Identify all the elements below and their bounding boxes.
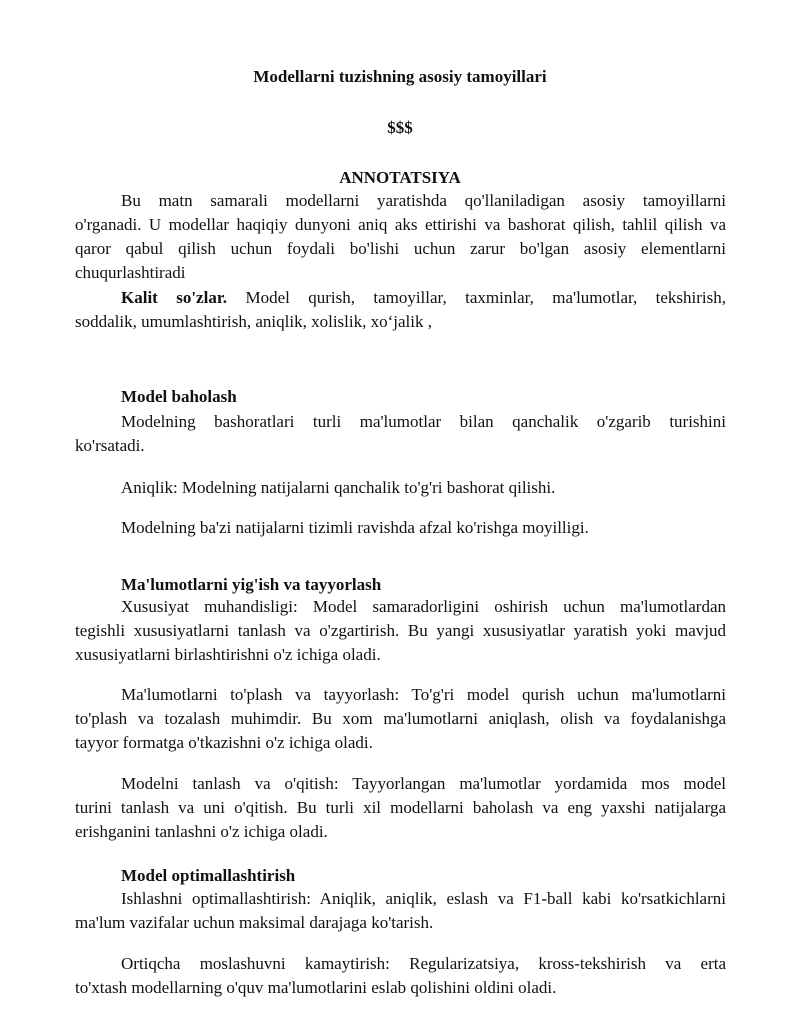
optimization-paragraph-1 xyxy=(75,887,726,935)
placeholder-symbol: $$$ xyxy=(387,118,413,137)
evaluation-paragraph-1 xyxy=(75,410,726,458)
keywords-label: Kalit so'zlar. xyxy=(121,288,228,307)
annotation-line: Bu matn samarali modellarni yaratishda qo'llaniladigan asosiy tamoyillarni xyxy=(121,191,726,210)
optimization-paragraph-2 xyxy=(75,952,726,1000)
paragraph-line: Aniqlik: Modelning natijalarni qanchalik to'g'ri bashorat qilishi. xyxy=(121,478,556,497)
data-prep-paragraph-2 xyxy=(75,683,726,755)
document-title: Modellarni tuzishning asosiy tamoyillari xyxy=(253,67,547,86)
annotation-heading: ANNOTATSIYA xyxy=(339,168,461,187)
keywords-line xyxy=(75,286,726,310)
data-prep-paragraph-1 xyxy=(75,595,726,667)
paragraph-line: tegishli xususiyatlarni tanlash va o'zgartirish. Bu yangi xususiyatlar yaratish yoki mavjud xyxy=(75,621,726,640)
paragraph-line: turini tanlash va uni o'qitish. Bu turli xil modellarni baholash va eng yaxshi natijalarga xyxy=(75,798,726,817)
paragraph-line: Ishlashni optimallashtirish: Aniqlik, aniqlik, eslash va F1-ball kabi ko'rsatkichlarni xyxy=(121,889,726,908)
section-heading-evaluation: Model baholash xyxy=(121,387,237,406)
keywords-paragraph xyxy=(75,286,726,334)
evaluation-paragraph-3 xyxy=(75,516,726,540)
paragraph-line: to'xtash modellarning o'quv ma'lumotlarini eslab qolishini oldini oladi. xyxy=(75,978,557,997)
paragraph-line: tayyor formatga o'tkazishni o'z ichiga oladi. xyxy=(75,733,373,752)
paragraph-line: Modelning ba'zi natijalarni tizimli ravishda afzal ko'rishga moyilligi. xyxy=(121,518,589,537)
annotation-line: chuqurlashtiradi xyxy=(75,263,186,282)
paragraph-line: to'plash va tozalash muhimdir. Bu xom ma'lumotlarni aniqlash, olish va foydalanishga xyxy=(75,709,726,728)
paragraph-line: Ma'lumotlarni to'plash va tayyorlash: To'g'ri model qurish uchun ma'lumotlarni xyxy=(121,685,726,704)
section-heading-optimization: Model optimallashtirish xyxy=(121,866,296,885)
evaluation-paragraph-2 xyxy=(75,476,726,500)
paragraph-line: erishganini tanlashni o'z ichiga oladi. xyxy=(75,822,328,841)
section-heading-data-prep: Ma'lumotlarni yig'ish va tayyorlash xyxy=(121,575,382,594)
paragraph-line: ko'rsatadi. xyxy=(75,436,145,455)
paragraph-line: Xususiyat muhandisligi: Model samaradorligini oshirish uchun ma'lumotlardan xyxy=(121,597,726,616)
annotation-paragraph xyxy=(75,189,726,285)
keywords-text: Model qurish, tamoyillar, taxminlar, ma'lumotlar, tekshirish, xyxy=(245,288,726,307)
data-prep-paragraph-3 xyxy=(75,772,726,844)
paragraph-line: xususiyatlarni birlashtirishni o'z ichiga oladi. xyxy=(75,645,381,664)
paragraph-line: Ortiqcha moslashuvni kamaytirish: Regularizatsiya, kross-tekshirish va erta xyxy=(121,954,726,973)
keywords-line: soddalik, umumlashtirish, aniqlik, xolislik, xo‘jalik , xyxy=(75,312,432,331)
paragraph-line: Modelning bashoratlari turli ma'lumotlar bilan qanchalik o'zgarib turishini xyxy=(121,412,726,431)
annotation-line: o'rganadi. U modellar haqiqiy dunyoni aniq aks ettirishi va bashorat qilish, tahlil qilish va xyxy=(75,215,726,234)
annotation-line: qaror qabul qilish uchun foydali bo'lishi uchun zarur bo'lgan asosiy elementlarni xyxy=(75,239,726,258)
paragraph-line: Modelni tanlash va o'qitish: Tayyorlangan ma'lumotlar yordamida mos model xyxy=(121,774,726,793)
paragraph-line: ma'lum vazifalar uchun maksimal darajaga ko'tarish. xyxy=(75,913,434,932)
